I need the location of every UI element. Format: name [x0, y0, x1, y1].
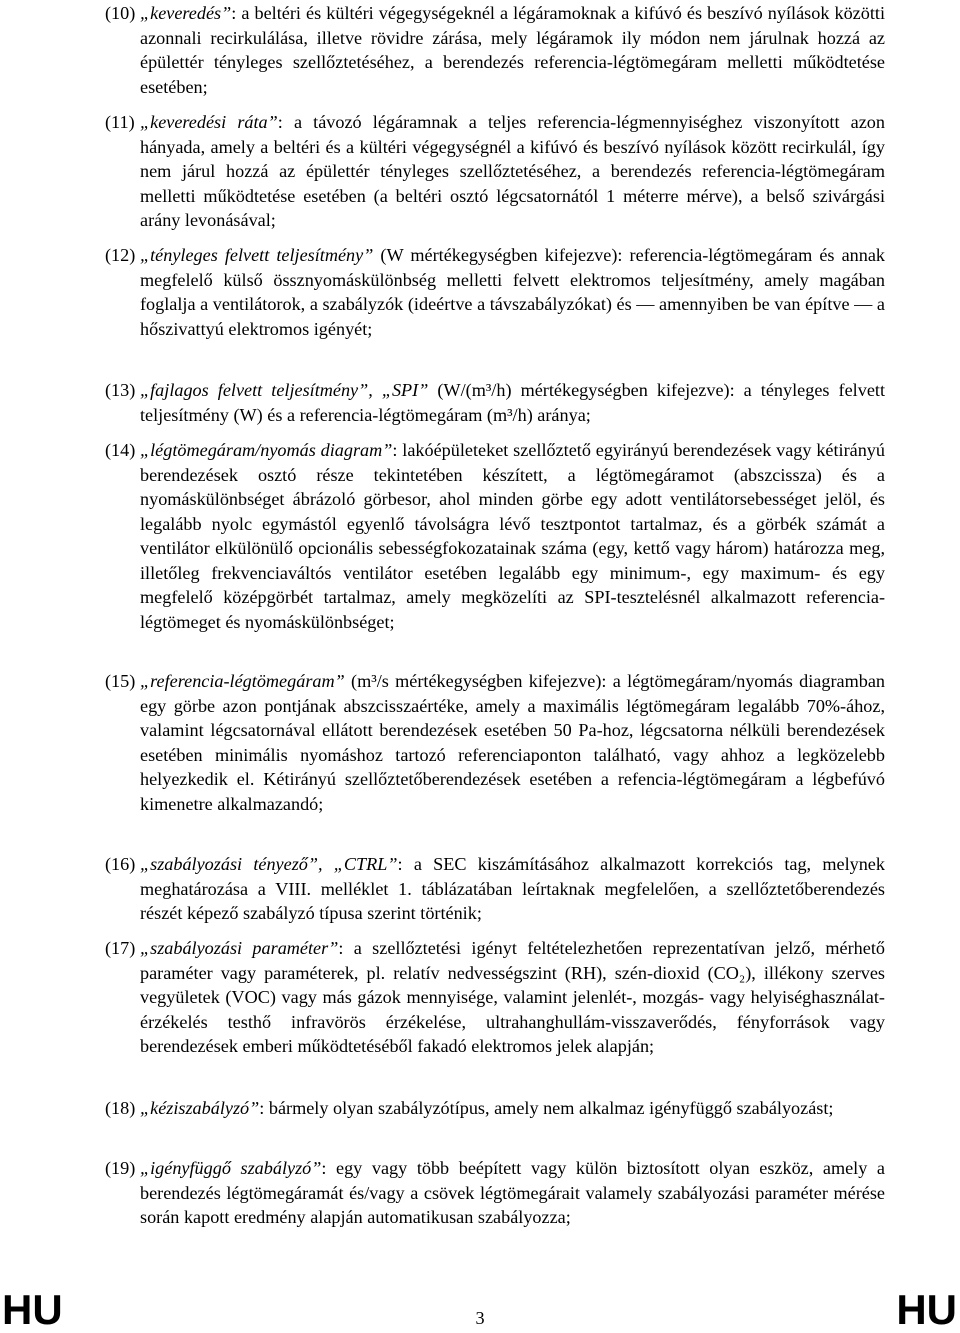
definition-text: : a beltéri és kültéri végegységeknél a légáramoknak a kifúvó és beszívó nyílások közötti azonnali recirkulálása, illetve rövidre zárása, mely légáramok ily módon nem járulnak hozzá az épülettér tényleges szellőztetéséhez, a berendezés referencia-légtömegáram melletti működtetése esetében;: [140, 3, 885, 97]
definition-term: „kéziszabályzó”: [140, 1098, 260, 1118]
definition-term: „igényfüggő szabályzó”: [140, 1158, 322, 1178]
language-code-left: HU: [2, 1286, 63, 1333]
definition-term: „keveredési ráta”: [140, 112, 278, 132]
definition-term: „légtömegáram/nyomás diagram”: [140, 440, 393, 460]
definition-text: (m³/s mértékegységben kifejezve): a légtömegáram/nyomás diagramban egy görbe azon pontjának abszcisszaértéke, amely a maximális légtömegáram legalább 70%-ához, valamint légcsatornával ellátott berendezések esetében 50 Pa-hoz, légcsatorna nélküli berendezések esetében minimális nyomáshoz tartozó referenciaponton található, vagy ahhoz a legközelebb helyezkedik el. Kétirányú szellőztetőberendezések esetében a refencia-légtömegáram a légbefúvó kimenetre alkalmazandó;: [140, 671, 885, 814]
definition-number: (11): [105, 112, 135, 132]
definition-term: „szabályozási tényező”, „CTRL”: [140, 854, 398, 874]
definition-number: (13): [105, 380, 136, 400]
definition-number: (16): [105, 854, 136, 874]
definition-number: (18): [105, 1098, 136, 1118]
definition-12: [105, 243, 885, 341]
definition-term: „szabályozási paraméter”: [140, 938, 339, 958]
definition-text: (W mértékegységben kifejezve): referencia-légtömegáram és annak megfelelő külső össznyomáskülönbség melletti felvett elektromos teljesítmény, amely magában foglalja a ventilátorok, a szabályzók (ideértve a távszabályzókat) és — amennyiben be van építve — a hőszivattyú elektromos igényét;: [140, 245, 885, 339]
definition-text: : lakóépületeket szellőztető egyirányú berendezések vagy kétirányú berendezések osztó része tekintetében készített, a légtömegáramot (abszcissza) és a nyomáskülönbséget ábrázoló görbesor, ahol minden görbe egy adott ventilátorsebességet jelöl, és legalább nyolc egymástól egyenlő távolságra lévő tesztpontot tartalmaz, és a görbék számát a ventilátor elkülönülő opcionális sebességfokozatainak száma (egy, kettő vagy három) határozza meg, illetőleg frekvenciaváltós ventilátor esetében legalább egy minimum-, egy maximum- és egy megfelelő középgörbét tartalmaz, amely megközelíti az SPI-tesztelésnél alkalmazott referencia-légtömeget és nyomáskülönbséget;: [140, 440, 885, 632]
definition-term: „fajlagos felvett teljesítmény”, „SPI”: [140, 380, 429, 400]
definition-19: [105, 1156, 885, 1230]
definition-15: [105, 669, 885, 816]
definition-number: (19): [105, 1158, 136, 1178]
definition-term: „tényleges felvett teljesítmény”: [140, 245, 374, 265]
language-code-right: HU: [896, 1286, 957, 1333]
definition-text: : a szellőztetési igényt feltételezhetően reprezentatívan jelző, mérhető paraméter vagy paraméterek, pl. relatív nedvességszint (RH), szén-dioxid (CO₂), illékony szerves vegyületek (VOC) vagy más gázok mennyisége, valamint jelenlét-, mozgás- vagy helyiséghasználat-érzékelés testhő infravörös érzékelése, ultrahanghullám-visszaverődés, fényforrások vagy berendezések emberi működtetéséből fakadó elektromos jelek alapján;: [140, 938, 885, 1056]
definition-term: „keveredés”: [140, 3, 232, 23]
definition-16: [105, 852, 885, 926]
definition-term: „referencia-légtömegáram”: [140, 671, 345, 691]
definition-text: : egy vagy több beépített vagy külön biztosított olyan eszköz, amely a berendezés légtömegáramát és/vagy a csövek légtömegárait valamely szabályozási paraméter mérése során kapott eredmény alapján automatikusan szabályozza;: [140, 1158, 885, 1227]
definition-14: [105, 438, 885, 634]
definition-17: [105, 936, 885, 1059]
definition-13: [105, 378, 885, 427]
definition-text: : bármely olyan szabályzótípus, amely nem alkalmaz igényfüggő szabályozást;: [259, 1098, 834, 1118]
definition-number: (12): [105, 245, 136, 265]
definition-number: (17): [105, 938, 136, 958]
definition-18: [105, 1096, 885, 1121]
definition-text: : a távozó légáramnak a teljes referencia-légmennyiséghez viszonyított azon hányada, amely a beltéri és a kültéri végegységnél a kifúvó és beszívó nyílások között recirkulál, így nem járul hozzá az épülettér tényleges szellőztetéséhez, a berendezés referencia-légtömegáram melletti működtetése esetében (a beltéri osztó légcsatornától 1 méterre mérve), a belső szivárgási arány levonásával;: [140, 112, 885, 230]
definition-text: (W/(m³/h) mértékegységben kifejezve): a tényleges felvett teljesítmény (W) és a referencia-légtömegáram (m³/h) aránya;: [140, 380, 885, 425]
definition-number: (15): [105, 671, 136, 691]
definition-number: (10): [105, 3, 136, 23]
definition-text: : a SEC kiszámításához alkalmazott korrekciós tag, melynek meghatározása a VIII. melléklet 1. táblázatában leírtaknak megfelelően, a szellőztetőberendezés részét képező szabályzó típusa szerint történik;: [140, 854, 885, 923]
definition-number: (14): [105, 440, 136, 460]
definition-10: [105, 1, 885, 99]
page-number: 3: [475, 1308, 485, 1328]
definition-11: [105, 110, 885, 233]
